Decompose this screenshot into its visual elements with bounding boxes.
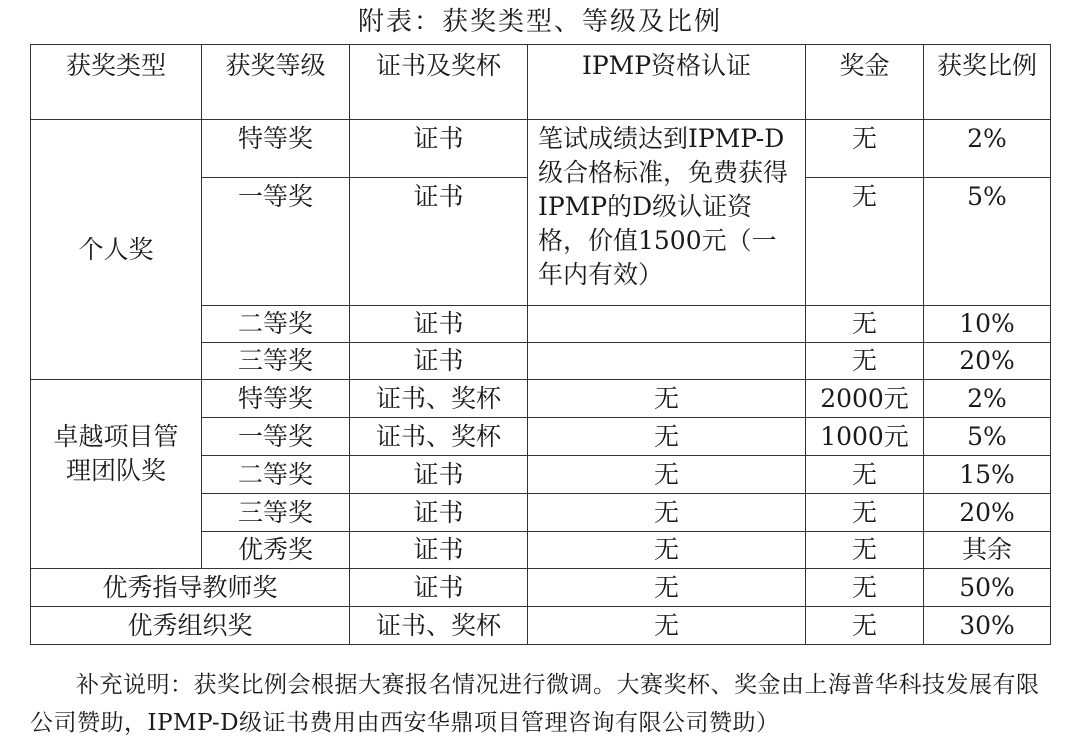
certificate-cell: 证书、奖杯 [350,380,528,418]
ipmp-cell [528,343,806,380]
ratio-cell: 20% [924,494,1051,532]
bonus-cell: 无 [806,120,924,178]
ipmp-cell: 无 [528,456,806,494]
award-type-organization: 优秀组织奖 [31,607,350,645]
ratio-cell: 5% [924,178,1051,306]
award-type-team: 卓越项目管理团队奖 [31,380,202,569]
table-caption: 附表：获奖类型、等级及比例 [357,7,722,37]
header-bonus: 奖金 [806,45,924,120]
award-level: 特等奖 [202,120,350,178]
ratio-cell: 30% [924,607,1051,645]
award-type-individual: 个人奖 [31,120,202,380]
award-level: 三等奖 [202,494,350,532]
ipmp-cell: 无 [528,607,806,645]
bonus-cell: 无 [806,607,924,645]
award-type-mentor: 优秀指导教师奖 [31,569,350,607]
bonus-cell: 1000元 [806,418,924,456]
table-row [31,380,1051,418]
certificate-cell: 证书 [350,569,528,607]
award-table [30,44,1051,645]
certificate-cell: 证书 [350,306,528,343]
ipmp-certification-text: 笔试成绩达到IPMP-D级合格标准，免费获得IPMP的D级认证资格，价值1500元（一年内有效） [528,120,806,306]
ratio-cell: 15% [924,456,1051,494]
header-certificate-trophy: 证书及奖杯 [350,45,528,120]
bonus-cell: 无 [806,456,924,494]
ipmp-cell: 无 [528,532,806,569]
certificate-cell: 证书、奖杯 [350,607,528,645]
ipmp-cell: 无 [528,380,806,418]
certificate-cell: 证书 [350,178,528,306]
header-award-level: 获奖等级 [202,45,350,120]
award-level: 优秀奖 [202,532,350,569]
ipmp-cell: 无 [528,494,806,532]
ratio-cell: 其余 [924,532,1051,569]
ratio-cell: 2% [924,120,1051,178]
header-row [31,45,1051,120]
bonus-cell: 无 [806,178,924,306]
ipmp-cell [528,306,806,343]
certificate-cell: 证书、奖杯 [350,418,528,456]
award-level: 特等奖 [202,380,350,418]
header-award-type: 获奖类型 [31,45,202,120]
ratio-cell: 20% [924,343,1051,380]
award-level: 二等奖 [202,456,350,494]
certificate-cell: 证书 [350,343,528,380]
bonus-cell: 无 [806,306,924,343]
certificate-cell: 证书 [350,494,528,532]
supplementary-note: 补充说明：获奖比例会根据大赛报名情况进行微调。大赛奖杯、奖金由上海普华科技发展有限公司赞助，IPMP-D级证书费用由西安华鼎项目管理咨询有限公司赞助） [30,672,1040,736]
bonus-cell: 2000元 [806,380,924,418]
bonus-cell: 无 [806,569,924,607]
award-level: 三等奖 [202,343,350,380]
ratio-cell: 2% [924,380,1051,418]
table-row [31,569,1051,607]
bonus-cell: 无 [806,343,924,380]
certificate-cell: 证书 [350,456,528,494]
table-row [31,120,1051,178]
award-level: 一等奖 [202,178,350,306]
award-level: 二等奖 [202,306,350,343]
header-ratio: 获奖比例 [924,45,1051,120]
bonus-cell: 无 [806,494,924,532]
header-ipmp-certification: IPMP资格认证 [528,45,806,120]
ratio-cell: 5% [924,418,1051,456]
ipmp-cell: 无 [528,418,806,456]
award-level: 一等奖 [202,418,350,456]
ipmp-cell: 无 [528,569,806,607]
ratio-cell: 10% [924,306,1051,343]
bonus-cell: 无 [806,532,924,569]
certificate-cell: 证书 [350,120,528,178]
table-row [31,607,1051,645]
certificate-cell: 证书 [350,532,528,569]
ratio-cell: 50% [924,569,1051,607]
